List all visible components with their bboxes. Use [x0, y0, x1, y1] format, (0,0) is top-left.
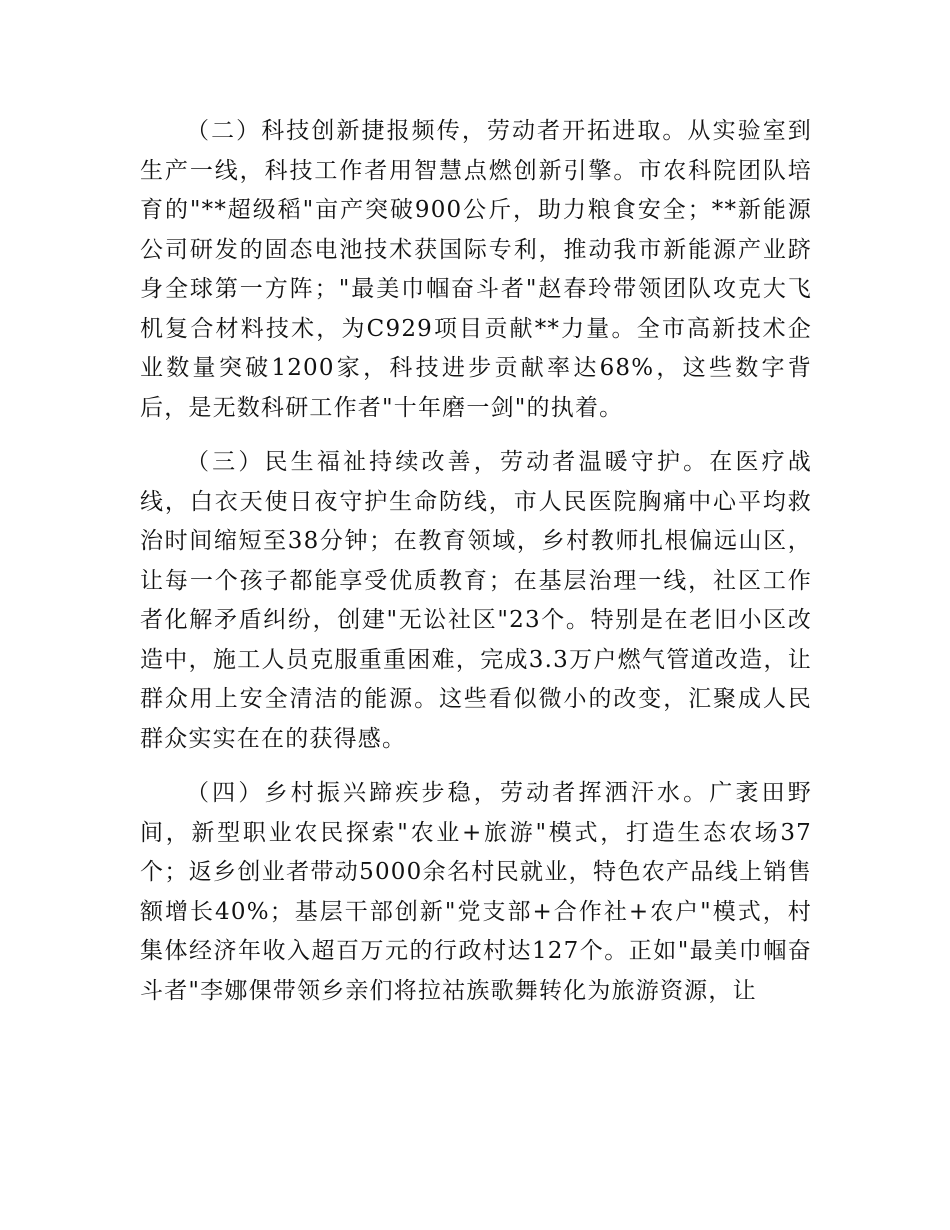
paragraph-livelihood-welfare: （三）民生福祉持续改善，劳动者温暖守护。在医疗战线，白衣天使日夜守护生命防线，市人民医院胸痛中心平均救治时间缩短至38分钟；在教育领域，乡村教师扎根偏远山区，让每一个孩子都能享受优质教育；在基层治理一线，社区工作者化解矛盾纠纷，创建"无讼社区"23个。特别是在老旧小区改造中，施工人员克服重重困难，完成3.3万户燃气管道改造，让群众用上安全清洁的能源。这些看似微小的改变，汇聚成人民群众实实在在的获得感。 — [140, 449, 812, 752]
paragraph-technology-innovation: （二）科技创新捷报频传，劳动者开拓进取。从实验室到生产一线，科技工作者用智慧点燃创新引擎。市农科院团队培育的"**超级稻"亩产突破900公斤，助力粮食安全；**新能源公司研发的固态电池技术获国际专利，推动我市新能源产业跻身全球第一方阵；"最美巾帼奋斗者"赵春玲带领团队攻克大飞机复合材料技术，为C929项目贡献**力量。全市高新技术企业数量突破1200家，科技进步贡献率达68%，这些数字背后，是无数科研工作者"十年磨一剑"的执着。 — [140, 118, 812, 421]
paragraph-rural-revitalization: （四）乡村振兴蹄疾步稳，劳动者挥洒汗水。广袤田野间，新型职业农民探索"农业+旅游"模式，打造生态农场37个；返乡创业者带动5000余名村民就业，特色农产品线上销售额增长40%；基层干部创新"党支部+合作社+农户"模式，村集体经济年收入超百万元的行政村达127个。正如"最美巾帼奋斗者"李娜倮带领乡亲们将拉祜族歌舞转化为旅游资源，让 — [140, 780, 812, 1004]
document-body — [140, 112, 812, 1026]
